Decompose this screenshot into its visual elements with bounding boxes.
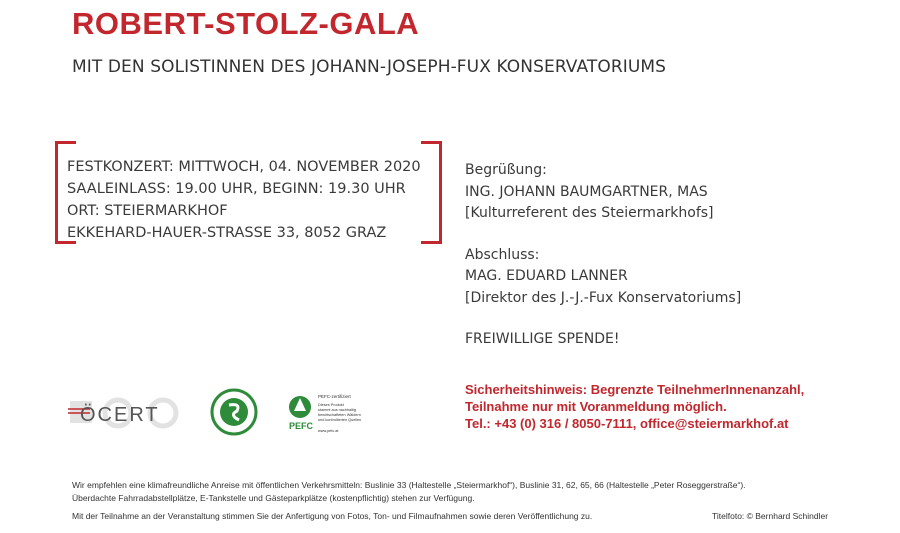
safety-contact: Tel.: +43 (0) 316 / 8050-7111, office@steiermarkhof.at [465, 416, 789, 431]
footer-consent: Mit der Teilnahme an der Veranstaltung stimmen Sie der Anfertigung von Fotos, Ton- und Filmaufnahmen sowie deren Veröffentlichung zu. [72, 511, 593, 521]
safety-notice [465, 381, 804, 432]
greeting-name: ING. JOHANN BAUMGARTNER, MAS [465, 183, 708, 200]
safety-line-2: Teilnahme nur mit Voranmeldung möglich. [465, 399, 727, 414]
donation-note: FREIWILLIGE SPENDE! [465, 331, 620, 347]
event-address: EKKEHARD-HAUER-STRASSE 33, 8052 GRAZ [67, 225, 387, 241]
pefc-small-label: PEFC-zertifiziert [318, 394, 351, 399]
event-times: SAALEINLASS: 19.00 UHR, BEGINN: 19.30 UHR [67, 181, 406, 197]
page-subtitle: MIT DEN SOLISTINNEN DES JOHANN-JOSEPH-FUX KONSERVATORIUMS [72, 57, 667, 77]
pefc-desc-1: Dieses Produkt [318, 403, 344, 407]
safety-line-1: Sicherheitshinweis: Begrenzte TeilnehmerInnenanzahl, [465, 382, 805, 397]
footer-transport: Wir empfehlen eine klimafreundliche Anreise mit öffentlichen Verkehrsmitteln: Buslinie 33 (Haltestelle „Steiermarkhof“), Buslinie 31, 62, 65, 66 (Haltestelle „Peter Roseggerstraße“). [72, 480, 746, 490]
pefc-label: PEFC [289, 421, 314, 431]
greeting-label: Begrüßung: [465, 162, 547, 178]
event-venue: ORT: STEIERMARKHOF [67, 203, 228, 219]
event-date: FESTKONZERT: MITTWOCH, 04. NOVEMBER 2020 [67, 159, 421, 175]
pefc-desc-2: stammt aus nachhaltig [318, 408, 356, 412]
oecert-logo [68, 393, 180, 433]
program-info [465, 160, 741, 351]
page-title: ROBERT-STOLZ-GALA [72, 6, 420, 41]
eco-seal-logo [207, 387, 261, 437]
footer-parking: Überdachte Fahrradabstellplätze, E-Tankstelle und Gästeparkplätze (kostenpflichtig) stehen zur Verfügung. [72, 493, 475, 503]
oecert-label: ÖCERT [80, 404, 160, 426]
right-bracket [421, 141, 442, 244]
pefc-logo [288, 391, 388, 437]
pefc-desc-3: bewirtschafteten Wäldern [318, 413, 361, 417]
closing-label: Abschluss: [465, 246, 540, 263]
greeting-role: [Kulturreferent des Steiermarkhofs] [465, 205, 714, 221]
closing-name: MAG. EDUARD LANNER [465, 268, 628, 284]
photo-credit: Titelfoto: © Bernhard Schindler [712, 511, 829, 521]
pefc-url: www.pefc.at [318, 429, 339, 433]
event-details [67, 156, 421, 244]
pefc-desc-4: und kontrollierten Quellen [318, 418, 362, 422]
closing-role: [Direktor des J.-J.-Fux Konservatoriums] [465, 289, 742, 306]
